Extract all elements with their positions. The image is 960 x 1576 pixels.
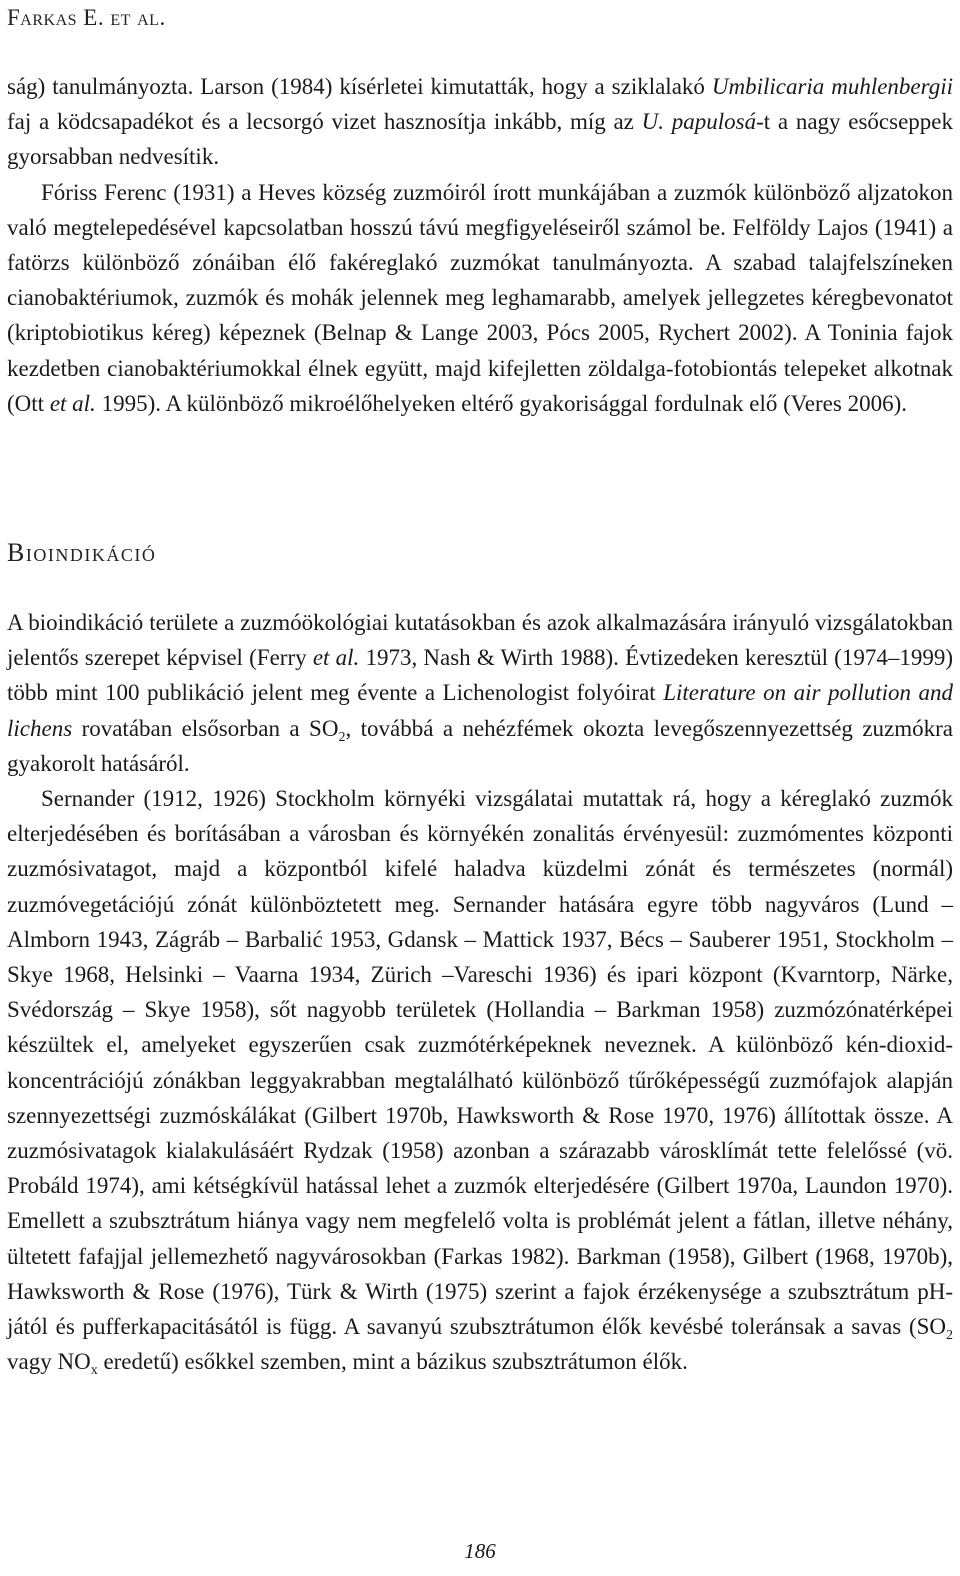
page-number: 186 [464,1539,496,1563]
running-head: Farkas E. et al. [7,5,166,30]
paragraph-2: Fóriss Ferenc (1931) a Heves község zuzmóiról írott munkájában a zuzmók különböző aljzatokon való megtelepedésével kapcsolatban hosszú távú megfigyeléseiről számol be. Felföldy Lajos (1941) a fatörzs különböző zónáiban élő fakéreglakó zuzmókat tanulmányozta. A szabad talajfelszíneken cianobaktériumok, zuzmók és mohák jelennek meg leghamarabb, amelyek jellegzetes kéregbevonatot (kriptobiotikus kéreg) képeznek (Belnap & Lange 2003, Pócs 2005, Rychert 2002). A Toninia fajok kezdetben cianobaktériumokkal élnek együtt, majd kifejletten zöldalga-fotobiontás telepeket alkotnak (Ott et al. 1995). A különböző mikroélőhelyeken eltérő gyakorisággal fordulnak elő (Veres 2006). [7,179,953,416]
paragraph-1: ság) tanulmányozta. Larson (1984) kísérletei kimutatták, hogy a sziklalakó Umbilicaria muhlenbergii faj a ködcsapadékot és a lecsorgó vizet hasznosítja inkább, míg az U. papulosá-t a nagy esőcseppek gyorsabban nedvesítik. [7,74,954,170]
page [7,0,953,1576]
section-1-text [7,69,953,421]
paragraph-3: A bioindikáció területe a zuzmóökológiai kutatásokban és azok alkalmazására irányuló vizsgálatokban jelentős szerepet képvisel (Ferry et al. 1973, Nash & Wirth 1988). Évtizedeken keresztül (1974–1999) több mint 100 publikáció jelent meg évente a Lichenologist folyóirat Literature on air pollution and lichens rovatában elsősorban a $SO_2$, továbbá a nehézfémek okozta levegőszennyezettség zuzmókra gyakorolt hatásáról. [7,610,954,776]
section-2-text [7,605,953,1379]
section-heading: Bioindikáció [7,538,157,567]
paragraph-4: Sernander (1912, 1926) Stockholm környéki vizsgálatai mutattak rá, hogy a kéreglakó zuzmók elterjedésében és borításában a városban és környékén zonalitás érvényesül: zuzmómentes központi zuzmósivatagot, majd a központból kifelé haladva küzdelmi zónát és természetes (normál) zuzmóvegetációjú zónát különböztetett meg. Sernander hatására egyre több nagyváros (Lund – Almborn 1943, Zágráb – Barbalić 1953, Gdansk – Mattick 1937, Bécs – Sauberer 1951, Stockholm – Skye 1968, Helsinki – Vaarna 1934, Zürich –Vareschi 1936) és ipari központ (Kvarntorp, Närke, Svédország – Skye 1958), sőt nagyobb területek (Hollandia – Barkman 1958) zuzmózónatérképei készültek el, amelyeket egyszerűen csak zuzmótérképeknek neveznek. A különböző kén-dioxid-koncentrációjú zónákban leggyakrabban megtalálható különböző tűrőképességű zuzmófajok alapján szennyezettségi zuzmóskálákat (Gilbert 1970b, Hawksworth & Rose 1970, 1976) állítottak össze. A zuzmósivatagok kialakulásáért Rydzak (1958) azonban a szárazabb városklímát tette felelőssé (vö. Probáld 1974), ami kétségkívül hatással lehet a zuzmók elterjedésére (Gilbert 1970a, Laundon 1970). Emellett a szubsztrátum hiánya vagy nem megfelelő volta is problémát jelent a fátlan, illetve néhány, ültetett fafajjal jellemezhető nagyvárosokban (Farkas 1982). Barkman (1958), Gilbert (1968, 1970b), Hawksworth & Rose (1976), Türk & Wirth (1975) szerint a fajok érzékenysége a szubsztrátum pH-jától és pufferkapacitásától is függ. A savanyú szubsztrátumon élők kevésbé toleránsak a savas ($SO_2$ vagy $NO_x$ eredetű) esőkkel szemben, mint a bázikus szubsztrátumon élők. [7,786,953,1379]
